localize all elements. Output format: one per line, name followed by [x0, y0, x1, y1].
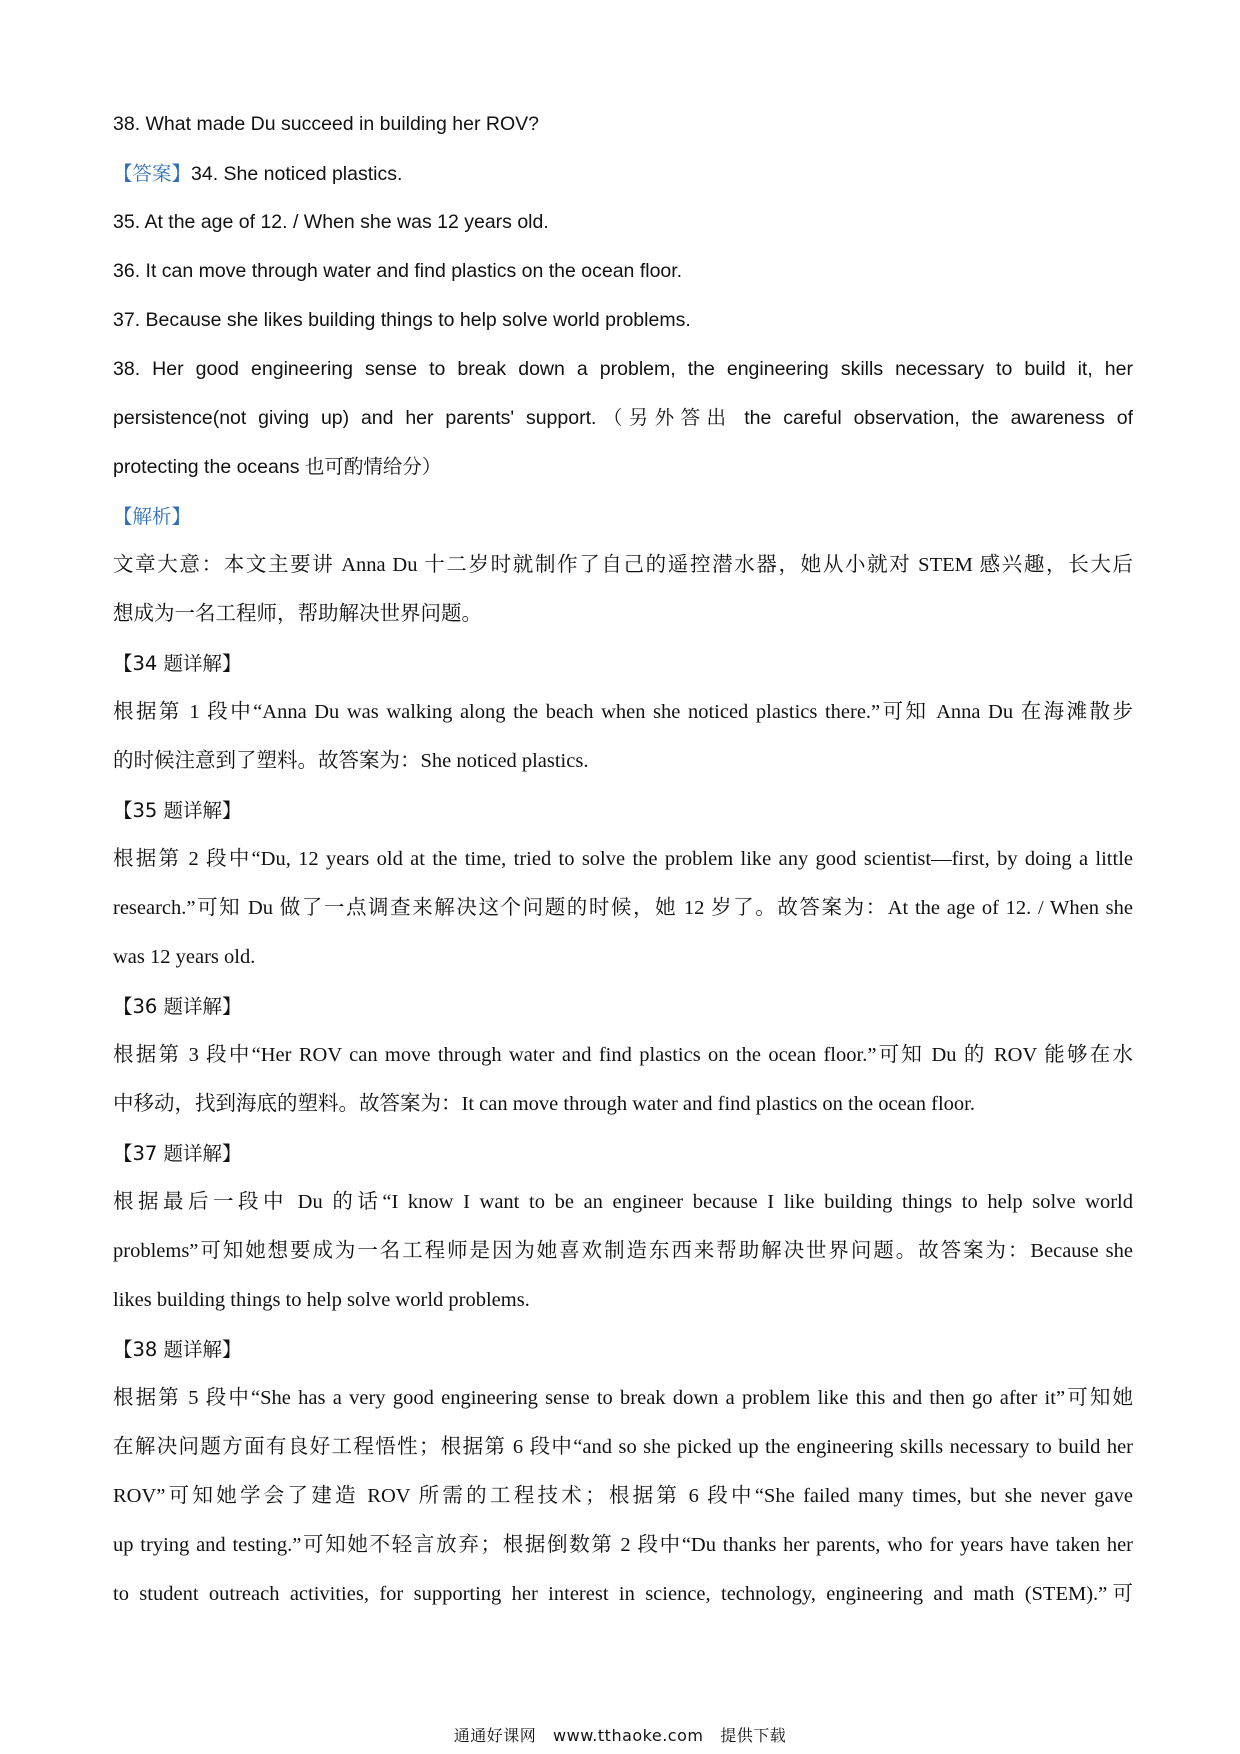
answer-tag: 【答案】 — [113, 162, 192, 185]
detail-38-line-4: up trying and testing.”可知她不轻言放弃；根据倒数第 2 段中“Du thanks her parents, who for years have taken her — [113, 1534, 1133, 1556]
detail-38-line-5: to student outreach activities, for supporting her interest in science, technology, engineering and math (STEM).”可 — [113, 1583, 1133, 1605]
heading-34: 【34 题详解】 — [113, 652, 242, 675]
answer-36: 36. It can move through water and find plastics on the ocean floor. — [113, 260, 683, 282]
detail-34-line-2: 的时候注意到了塑料。故答案为：She noticed plastics. — [113, 750, 589, 772]
answer-34: 34. She noticed plastics. — [191, 163, 403, 185]
detail-37-line-1: 根据最后一段中 Du 的话“I know I want to be an engineer because I like building things to help solve world — [113, 1191, 1133, 1213]
answer-38-line-2: persistence(not giving up) and her parents' support.（另外答出 the careful observation, the awareness of — [113, 407, 1133, 429]
detail-37-line-2: problems”可知她想要成为一名工程师是因为她喜欢制造东西来帮助解决世界问题。故答案为：Because she — [113, 1240, 1133, 1262]
question-38: 38. What made Du succeed in building her ROV? — [113, 113, 539, 135]
detail-36-line-1: 根据第 3 段中“Her ROV can move through water and find plastics on the ocean floor.”可知 Du 的 ROV 能够在水 — [113, 1044, 1133, 1066]
detail-34-line-1: 根据第 1 段中“Anna Du was walking along the beach when she noticed plastics there.”可知 Anna Du 在海滩散步 — [113, 701, 1133, 723]
answer-35: 35. At the age of 12. / When she was 12 years old. — [113, 211, 549, 233]
answer-line-34 — [113, 149, 1133, 198]
detail-38-line-1: 根据第 5 段中“She has a very good engineering sense to break down a problem like this and then go after it”可知她 — [113, 1387, 1133, 1409]
answer-38-line-1: 38. Her good engineering sense to break down a problem, the engineering skills necessary to build it, her — [113, 358, 1133, 380]
detail-36-line-2: 中移动，找到海底的塑料。故答案为：It can move through water and find plastics on the ocean floor. — [113, 1093, 975, 1115]
detail-38-line-3: ROV”可知她学会了建造 ROV 所需的工程技术；根据第 6 段中“She failed many times, but she never gave — [113, 1485, 1133, 1507]
detail-35-line-2: research.”可知 Du 做了一点调查来解决这个问题的时候，她 12 岁了。故答案为：At the age of 12. / When she — [113, 897, 1133, 919]
footer-site-name: 通通好课网 — [453, 1726, 537, 1745]
answer-38-line-3: protecting the oceans 也可酌情给分） — [113, 456, 442, 478]
heading-36: 【36 题详解】 — [113, 995, 242, 1018]
detail-35-line-1: 根据第 2 段中“Du, 12 years old at the time, tried to solve the problem like any good scientist—first, by doing a little — [113, 848, 1133, 870]
heading-38: 【38 题详解】 — [113, 1338, 242, 1361]
summary-line-2: 想成为一名工程师，帮助解决世界问题。 — [113, 603, 482, 625]
summary-line-1: 文章大意：本文主要讲 Anna Du 十二岁时就制作了自己的遥控潜水器，她从小就对 STEM 感兴趣，长大后 — [113, 554, 1133, 576]
document-body — [113, 100, 1133, 1619]
footer-url-link[interactable]: www.tthaoke.com — [553, 1726, 704, 1745]
page-footer — [0, 1723, 1240, 1746]
detail-35-line-3: was 12 years old. — [113, 946, 256, 968]
detail-37-line-3: likes building things to help solve world problems. — [113, 1289, 530, 1311]
answer-37: 37. Because she likes building things to help solve world problems. — [113, 309, 691, 331]
detail-38-line-2: 在解决问题方面有良好工程悟性；根据第 6 段中“and so she picked up the engineering skills necessary to build her — [113, 1436, 1133, 1458]
heading-35: 【35 题详解】 — [113, 799, 242, 822]
footer-suffix: 提供下载 — [720, 1726, 787, 1745]
analysis-tag: 【解析】 — [113, 505, 192, 528]
heading-37: 【37 题详解】 — [113, 1142, 242, 1165]
